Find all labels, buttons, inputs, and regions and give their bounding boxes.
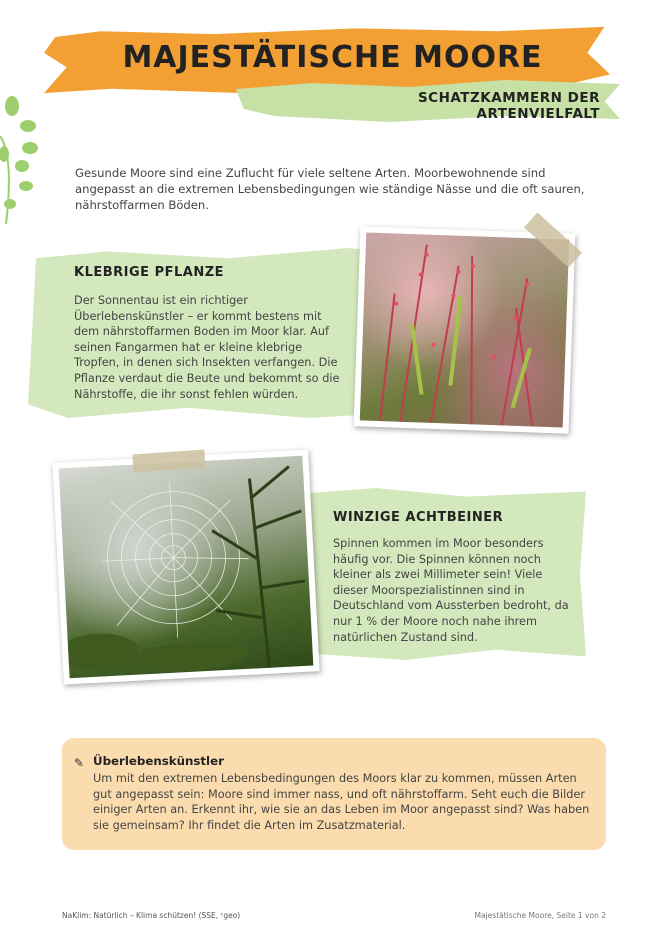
- pencil-icon: ✎: [74, 756, 85, 770]
- footer-page-info: Majestätische Moore, Seite 1 von 2: [474, 911, 606, 920]
- sundew-illustration: [360, 233, 569, 428]
- page-title: MAJESTÄTISCHE MOORE: [122, 40, 543, 75]
- section-body: Der Sonnentau ist ein richtiger Überlebenskünstler – er kommt bestens mit dem nährstoffarmen Boden im Moor klar. Auf seinen Fangarmen hat er kleine klebrige Tropfen, in denen sich Insekten verfangen. Die Pflanze verdaut die Beute und bekommt so die Nährstoffe, die ihr sonst fehlen würden.: [74, 294, 340, 401]
- footer-left-text: NaKlim: Natürlich – Klima schützen! (SSE, ᶜgeo): [62, 911, 241, 920]
- section-heading: KLEBRIGE PFLANZE: [74, 265, 225, 280]
- spiderweb-illustration: [59, 456, 314, 678]
- intro-text: Gesunde Moore sind eine Zuflucht für viele seltene Arten. Moorbewohnende sind angepasst an die extremen Lebensbedingungen wie ständige Nässe und die oft sauren, nährstoffarmen Böden.: [75, 166, 585, 212]
- task-body: Um mit den extremen Lebensbedingungen des Moors klar zu kommen, müssen Arten gut angepasst sein: Moore sind immer nass, und oft nährstoffarm. Seht euch die Bilder einiger Arten an. Erkennt ihr, wie sie an das Leben im Moor angepasst sind? Was haben sie gemeinsam? Ihr findet die Arten im Zusatzmaterial.: [93, 772, 590, 832]
- section-body: Spinnen kommen im Moor besonders häufig vor. Die Spinnen können noch kleiner als zwei Millimeter sein! Viele dieser Moorspezialistinnen sind in Deutschland vom Aussterben bedroht, da nur 1 % der Moore noch nahe ihrem natürlichen Zustand sind.: [333, 537, 569, 644]
- task-heading: Überlebenskünstler: [93, 754, 224, 768]
- spiderweb-photo: [52, 449, 319, 684]
- sundew-photo: [354, 226, 576, 433]
- leaf-decoration-icon: [0, 96, 42, 226]
- section-heading: WINZIGE ACHTBEINER: [333, 510, 504, 525]
- page-subtitle: SCHATZKAMMERN DER ARTENVIELFALT: [417, 90, 600, 122]
